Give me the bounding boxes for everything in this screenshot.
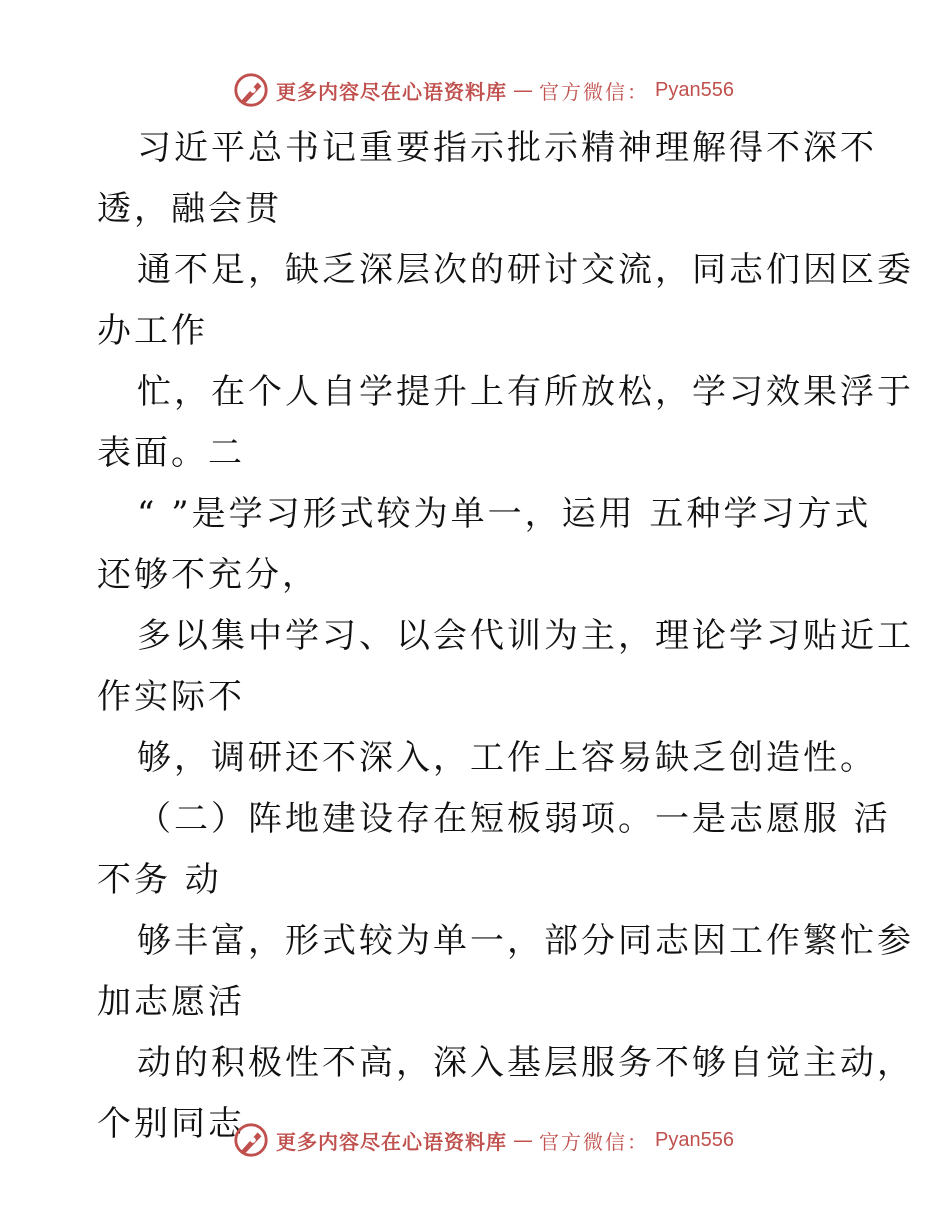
pen-logo-icon (232, 71, 270, 109)
text-line: 够，调研还不深入，工作上容易缺乏创造性。 (137, 738, 877, 778)
text-line: 加志愿活 (97, 982, 245, 1022)
header-wechat-label: 官方微信： (539, 79, 649, 104)
header-watermark (232, 70, 734, 110)
text-line: 作实际不 (97, 677, 245, 717)
text-line: 通不足，缺乏深层次的研讨交流，同志们因区委 (137, 250, 914, 290)
header-wechat-id: Pyan556 (655, 78, 734, 101)
header-brand-text: 更多内容尽在心语资料库 (276, 79, 507, 104)
text-line: 动的积极性不高，深入基层服务不够自觉主动， (137, 1043, 914, 1083)
footer-watermark (232, 1120, 734, 1160)
header-dash: — (513, 78, 533, 102)
text-line: 不务 动 (97, 860, 222, 900)
text-line: 习近平总书记重要指示批示精神理解得不深不 (137, 128, 877, 168)
footer-wechat-label: 官方微信： (539, 1129, 649, 1154)
footer-brand-text: 更多内容尽在心语资料库 (276, 1129, 507, 1154)
text-line: 忙，在个人自学提升上有所放松，学习效果浮于 (137, 372, 914, 412)
text-line: 办工作 (97, 311, 208, 351)
document-body (97, 118, 914, 1155)
text-line: 透，融会贯 (97, 189, 282, 229)
text-line: 个别同志 (97, 1104, 245, 1144)
section-heading-line: （二）阵地建设存在短板弱项。一是志愿服 活 (137, 799, 891, 839)
text-line: 多以集中学习、以会代训为主，理论学习贴近工 (137, 616, 914, 656)
text-line: 够丰富，形式较为单一，部分同志因工作繁忙参 (137, 921, 914, 961)
text-line: 表面。二 (97, 433, 245, 473)
text-line: 还够不充分， (97, 555, 319, 595)
footer-wechat-id: Pyan556 (655, 1128, 734, 1151)
pen-logo-icon (232, 1121, 270, 1159)
footer-dash: — (513, 1128, 533, 1152)
text-line: “ ”是学习形式较为单一，运用 五种学习方式 (137, 494, 872, 534)
